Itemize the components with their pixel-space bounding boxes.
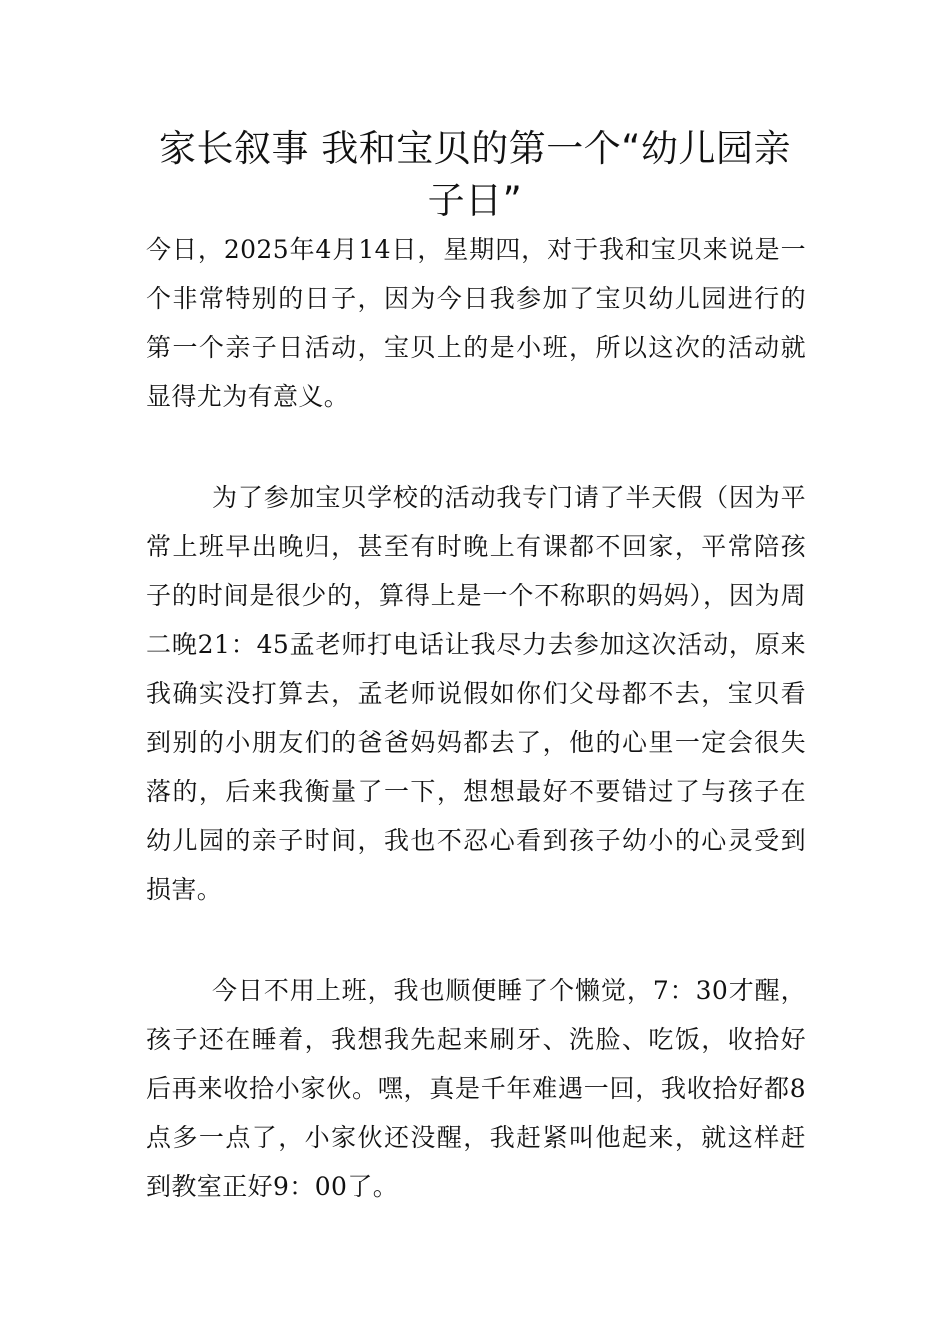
paragraph-2: 为了参加宝贝学校的活动我专门请了半天假（因为平常上班早出晚归，甚至有时晚上有课都不回家，平常陪孩子的时间是很少的，算得上是一个不称职的妈妈），因为周二晚21：45孟老师打电话让我尽力去参加这次活动，原来我确实没打算去，孟老师说假如你们父母都不去，宝贝看到别的小朋友们的爸爸妈妈都去了，他的心里一定会很失落的，后来我衡量了一下，想想最好不要错过了与孩子在幼儿园的亲子时间，我也不忍心看到孩子幼小的心灵受到损害。 (146, 483, 806, 904)
document-title: 家长叙事 我和宝贝的第一个“幼儿园亲子日” (159, 127, 791, 222)
paragraph-3: 今日不用上班，我也顺便睡了个懒觉，7：30才醒，孩子还在睡着，我想我先起来刷牙、洗脸、吃饭，收拾好后再来收拾小家伙。嘿，真是千年难遇一回，我收拾好都8点多一点了，小家伙还没醒，我赶紧叫他起来，就这样赶到教室正好9：00了。 (146, 976, 806, 1201)
paragraph-1: 今日，2025年4月14日，星期四，对于我和宝贝来说是一个非常特别的日子，因为今日我参加了宝贝幼儿园进行的第一个亲子日活动，宝贝上的是小班，所以这次的活动就显得尤为有意义。 (146, 235, 806, 411)
